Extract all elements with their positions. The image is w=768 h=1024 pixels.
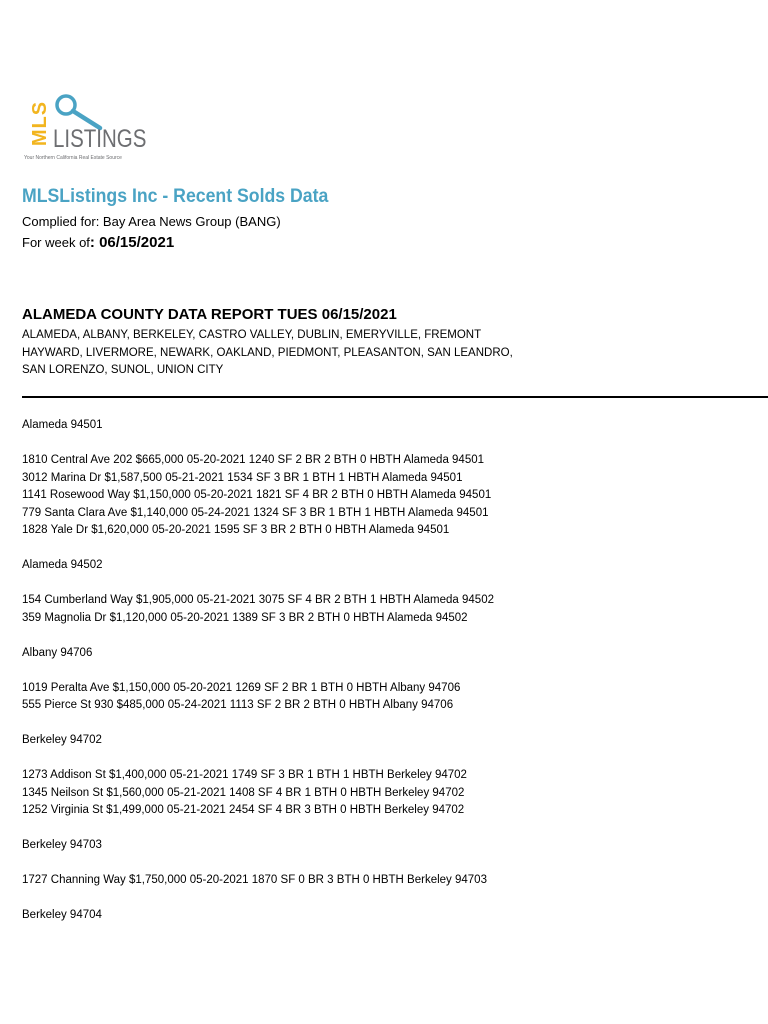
listing-group bbox=[22, 732, 762, 820]
listing-row: 3012 Marina Dr $1,587,500 05-21-2021 1534 SF 3 BR 1 BTH 1 HBTH Alameda 94501 bbox=[22, 471, 463, 484]
listing-row: 1828 Yale Dr $1,620,000 05-20-2021 1595 SF 3 BR 2 BTH 0 HBTH Alameda 94501 bbox=[22, 524, 450, 536]
listing-group bbox=[22, 837, 762, 890]
logo-mls-vertical bbox=[30, 96, 52, 152]
group-heading: Berkeley 94704 bbox=[22, 909, 102, 921]
report-title: ALAMEDA COUNTY DATA REPORT TUES 06/15/2021 bbox=[22, 306, 397, 323]
listing-row: 1273 Addison St $1,400,000 05-21-2021 1749 SF 3 BR 1 BTH 1 HBTH Berkeley 94702 bbox=[22, 769, 467, 781]
city-list-line: HAYWARD, LIVERMORE, NEWARK, OAKLAND, PIEDMONT, PLEASANTON, SAN LEANDRO, bbox=[22, 346, 513, 359]
listing-row: 1141 Rosewood Way $1,150,000 05-20-2021 1821 SF 4 BR 2 BTH 0 HBTH Alameda 94501 bbox=[22, 489, 492, 501]
listing-row: 359 Magnolia Dr $1,120,000 05-20-2021 1389 SF 3 BR 2 BTH 0 HBTH Alameda 94502 bbox=[22, 611, 468, 624]
group-heading: Albany 94706 bbox=[22, 646, 93, 659]
logo-tagline: Your Northern California Real Estate Source bbox=[24, 155, 122, 161]
listing-group bbox=[22, 907, 762, 925]
listing-row: 1810 Central Ave 202 $665,000 05-20-2021 1240 SF 2 BR 2 BTH 0 HBTH Alameda 94501 bbox=[22, 454, 485, 466]
group-heading: Berkeley 94703 bbox=[22, 839, 102, 851]
week-of-value: : 06/15/2021 bbox=[89, 234, 175, 251]
group-heading: Alameda 94501 bbox=[22, 419, 103, 431]
listing-row: 1727 Channing Way $1,750,000 05-20-2021 1870 SF 0 BR 3 BTH 0 HBTH Berkeley 94703 bbox=[22, 874, 487, 886]
compiled-for-line: Complied for: Bay Area News Group (BANG) bbox=[22, 214, 281, 229]
city-list-line: SAN LORENZO, SUNOL, UNION CITY bbox=[22, 364, 224, 376]
listing-row: 154 Cumberland Way $1,905,000 05-21-2021 3075 SF 4 BR 2 BTH 1 HBTH Alameda 94502 bbox=[22, 594, 494, 606]
listing-group bbox=[22, 645, 762, 715]
sold-listings bbox=[22, 417, 762, 942]
listing-row: 1019 Peralta Ave $1,150,000 05-20-2021 1269 SF 2 BR 1 BTH 0 HBTH Albany 94706 bbox=[22, 681, 461, 694]
week-of-label: For week of bbox=[22, 235, 90, 250]
section-divider bbox=[22, 396, 768, 398]
group-heading: Berkeley 94702 bbox=[22, 734, 102, 746]
week-of-line bbox=[22, 234, 174, 251]
listing-row: 1345 Neilson St $1,560,000 05-21-2021 1408 SF 4 BR 1 BTH 0 HBTH Berkeley 94702 bbox=[22, 786, 465, 799]
listing-row: 779 Santa Clara Ave $1,140,000 05-24-2021 1324 SF 3 BR 1 BTH 1 HBTH Alameda 94501 bbox=[22, 506, 489, 519]
listing-row: 1252 Virginia St $1,499,000 05-21-2021 2454 SF 4 BR 3 BTH 0 HBTH Berkeley 94702 bbox=[22, 804, 465, 816]
mlslistings-logo bbox=[24, 92, 164, 164]
city-list bbox=[22, 327, 513, 380]
logo-mls-text: MLS bbox=[29, 100, 52, 147]
listing-group bbox=[22, 417, 762, 540]
group-heading: Alameda 94502 bbox=[22, 559, 103, 571]
page-title: MLSListings Inc - Recent Solds Data bbox=[22, 186, 329, 207]
city-list-line: ALAMEDA, ALBANY, BERKELEY, CASTRO VALLEY, DUBLIN, EMERYVILLE, FREMONT bbox=[22, 329, 482, 341]
logo-wordmark: LISTINGS bbox=[53, 125, 147, 153]
listing-row: 555 Pierce St 930 $485,000 05-24-2021 1113 SF 2 BR 2 BTH 0 HBTH Albany 94706 bbox=[22, 699, 454, 711]
listing-group bbox=[22, 557, 762, 627]
